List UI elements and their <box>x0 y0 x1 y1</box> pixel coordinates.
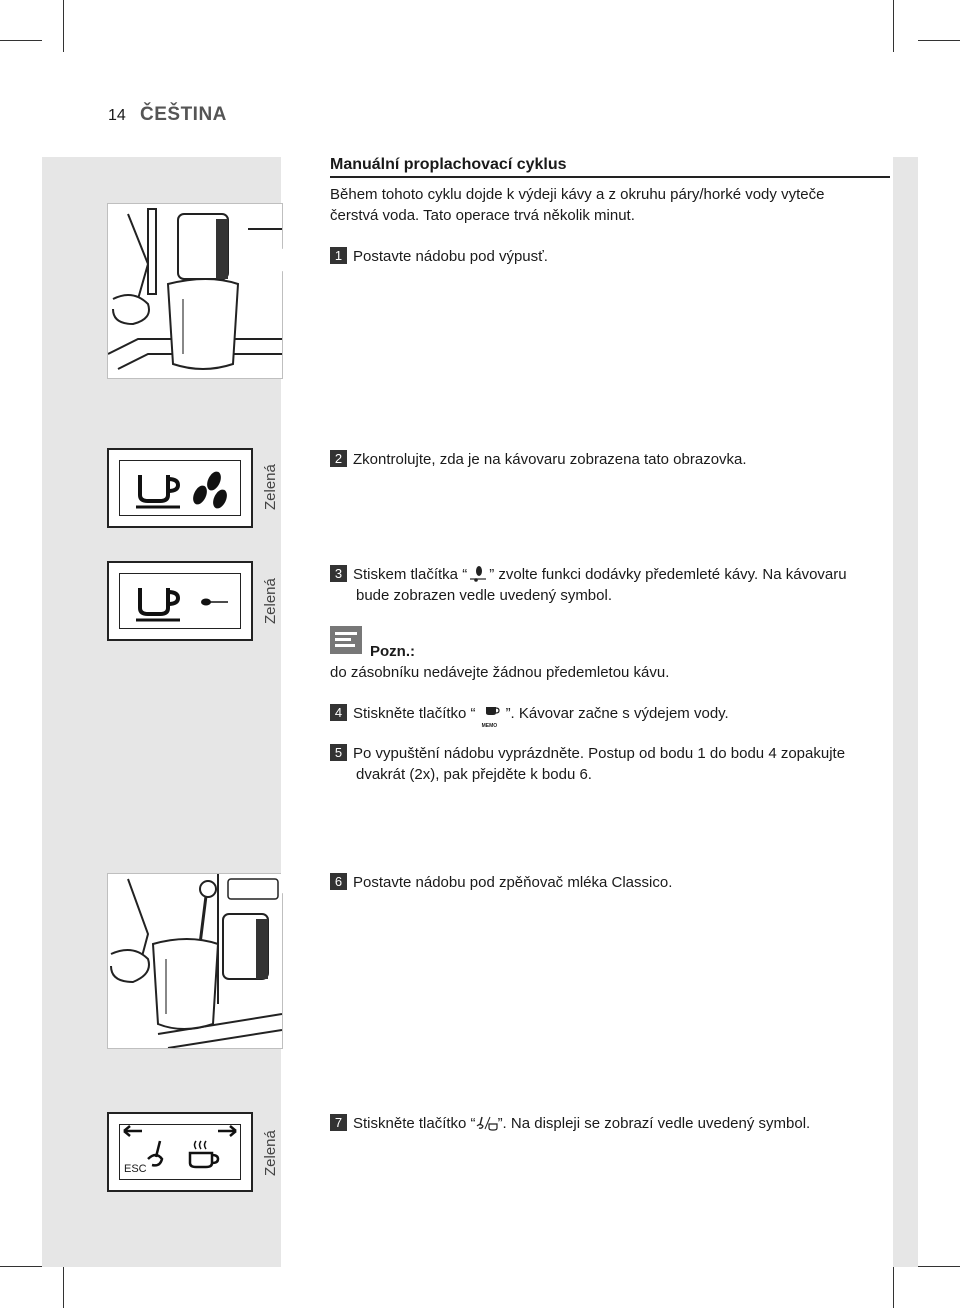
display-color-label: Zelená <box>262 464 279 510</box>
step-number: 1 <box>330 247 347 264</box>
step-text: Zkontrolujte, zda je na kávovaru zobrazena tato obrazovka. <box>353 451 747 468</box>
section-title: Manuální proplachovací cyklus <box>330 156 567 173</box>
crop-mark <box>893 0 894 52</box>
step-text-end: ” zvolte funkci dodávky předemleté kávy. Na kávovaru bude zobrazen vedle uvedený symbol. <box>356 566 847 604</box>
esc-label: ESC <box>124 1163 147 1175</box>
coffee-memo-icon <box>476 705 506 729</box>
crop-mark <box>0 40 42 41</box>
step-text: Postavte nádobu pod výpusť. <box>353 248 548 265</box>
right-margin-band <box>893 157 918 1267</box>
page-number: 14 <box>108 107 126 124</box>
step-text-start: Stiskněte tlačítko “ <box>353 705 476 722</box>
step-3 <box>330 564 878 606</box>
crop-mark <box>918 40 960 41</box>
step-text: Postavte nádobu pod zpěňovač mléka Classico. <box>353 874 673 891</box>
note-title: Pozn.: <box>370 643 415 660</box>
step-text-end: ”. Kávovar začne s výdejem vody. <box>505 705 729 722</box>
step-text-start: Stiskněte tlačítko “ <box>353 1115 476 1132</box>
step-7 <box>330 1113 870 1134</box>
display-screen-pre-ground <box>107 561 253 641</box>
pointer-tab <box>281 248 303 272</box>
step-6 <box>330 872 870 893</box>
step-1 <box>330 246 870 267</box>
step-number: 3 <box>330 565 347 582</box>
crop-mark <box>918 1266 960 1267</box>
title-rule <box>330 176 890 178</box>
display-color-label: Zelená <box>262 1130 279 1176</box>
note-icon <box>330 626 362 654</box>
frother-hot-water-icon <box>476 1115 498 1131</box>
step-number: 4 <box>330 704 347 721</box>
intro-paragraph: Během tohoto cyklu dojde k výdeji kávy a z okruhu páry/horké vody vyteče čerstvá voda. Tato operace trvá několik minut. <box>330 186 825 224</box>
memo-label: MEMO <box>481 723 498 729</box>
step-number: 5 <box>330 744 347 761</box>
jug-under-frother-illustration <box>107 873 283 1049</box>
step-5 <box>330 743 870 785</box>
crop-mark <box>0 1266 42 1267</box>
step-number: 6 <box>330 873 347 890</box>
pre-ground-coffee-icon <box>467 566 489 582</box>
language-heading: ČEŠTINA <box>140 104 227 125</box>
display-screen-frother <box>107 1112 253 1192</box>
crop-mark <box>63 0 64 52</box>
step-number: 2 <box>330 450 347 467</box>
pointer-tab <box>281 870 303 894</box>
step-text-end: ”. Na displeji se zobrazí vedle uvedený symbol. <box>497 1115 811 1132</box>
step-2 <box>330 449 870 470</box>
jug-under-spout-illustration <box>107 203 283 379</box>
display-screen-coffee-beans <box>107 448 253 528</box>
display-color-label: Zelená <box>262 578 279 624</box>
step-text: Po vypuštění nádobu vyprázdněte. Postup od bodu 1 do bodu 4 zopakujte dvakrát (2x), pak přejděte k bodu 6. <box>353 745 846 783</box>
step-number: 7 <box>330 1114 347 1131</box>
step-4 <box>330 703 870 729</box>
step-text-start: Stiskem tlačítka “ <box>353 566 468 583</box>
note-text: do zásobníku nedávejte žádnou předemletou kávu. <box>330 664 670 681</box>
